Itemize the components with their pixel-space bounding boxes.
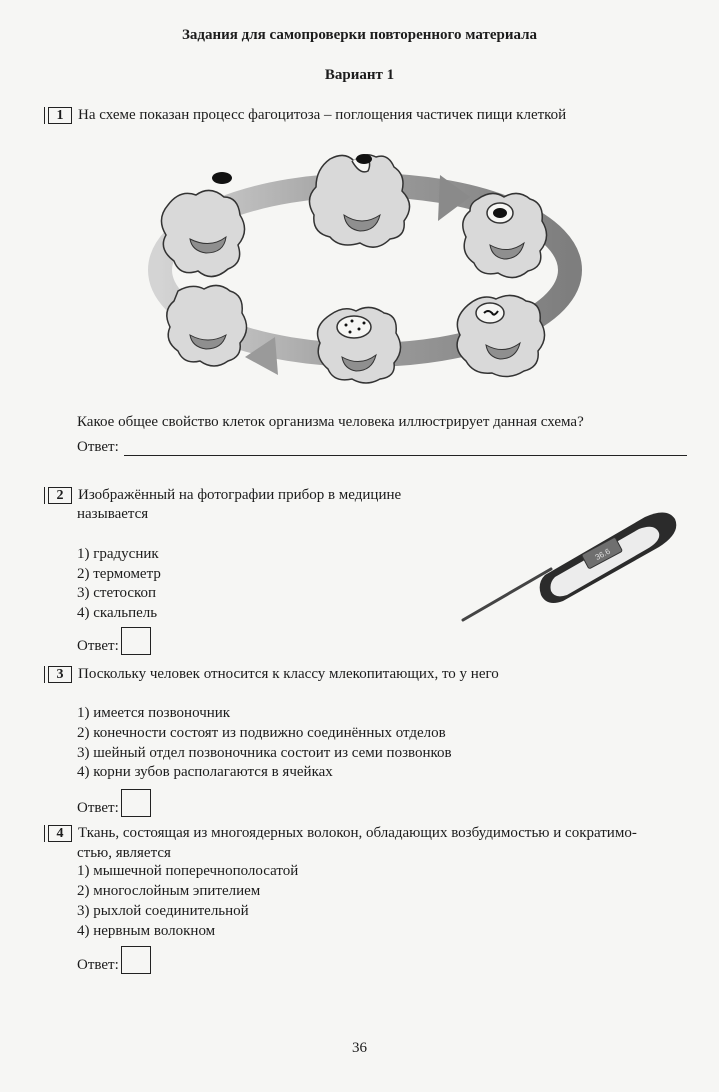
q4-option-4: 4) нервным волокном <box>77 923 216 939</box>
answer-row-4 <box>77 946 151 974</box>
question-number-2: 2 <box>48 487 72 504</box>
answer-label-1: Ответ: <box>77 439 119 455</box>
question-1-prompt: Какое общее свойство клеток организма человека иллюстрирует данная схема? <box>77 414 584 430</box>
cell-1 <box>161 172 244 277</box>
answer-row-2 <box>77 627 151 655</box>
cell-4 <box>457 295 544 376</box>
q4-option-1: 1) мышечной поперечнополосатой <box>77 863 299 879</box>
cell-2 <box>309 154 409 247</box>
answer-box-3[interactable] <box>121 789 151 817</box>
q2-option-2: 2) термометр <box>77 566 161 582</box>
answer-line-1[interactable] <box>124 441 687 456</box>
answer-label-2: Ответ: <box>77 638 119 654</box>
thermometer-display: 36.6 <box>593 546 612 562</box>
question-2 <box>48 486 401 505</box>
page-number: 36 <box>352 1040 367 1056</box>
question-2-text-line1: Изображённый на фотографии прибор в медицине <box>78 487 402 503</box>
thermometer-photo <box>455 505 690 630</box>
question-1-text: На схеме показан процесс фагоцитоза – поглощения частичек пищи клеткой <box>78 107 567 123</box>
question-2-text-line2: называется <box>77 506 149 522</box>
page-title: Задания для самопроверки повторенного материала <box>181 27 538 43</box>
cell-3 <box>463 193 547 277</box>
question-number-1: 1 <box>48 107 72 124</box>
q3-option-2: 2) конечности состоят из подвижно соединённых отделов <box>77 725 446 741</box>
question-number-4: 4 <box>48 825 72 842</box>
question-4-text-line1: Ткань, состоящая из многоядерных волокон, обладающих возбудимостью и сократимо- <box>78 825 637 841</box>
answer-label-4: Ответ: <box>77 957 119 973</box>
q2-option-1: 1) градусник <box>77 546 159 562</box>
cell-5 <box>318 307 401 383</box>
q4-option-3: 3) рыхлой соединительной <box>77 903 249 919</box>
question-1 <box>48 106 566 125</box>
answer-row-1 <box>77 439 687 456</box>
variant-title: Вариант 1 <box>324 67 395 83</box>
q3-option-4: 4) корни зубов располагаются в ячейках <box>77 764 333 780</box>
phagocytosis-diagram <box>140 145 590 385</box>
answer-box-2[interactable] <box>121 627 151 655</box>
answer-row-3 <box>77 789 151 817</box>
question-3 <box>48 665 499 684</box>
q3-option-1: 1) имеется позвоночник <box>77 705 231 721</box>
q2-option-3: 3) стетоскоп <box>77 585 157 601</box>
q2-option-4: 4) скальпель <box>77 605 158 621</box>
q4-option-2: 2) многослойным эпителием <box>77 883 261 899</box>
question-number-3: 3 <box>48 666 72 683</box>
question-4-text-line2: стью, является <box>77 845 171 861</box>
answer-label-3: Ответ: <box>77 800 119 816</box>
q3-option-3: 3) шейный отдел позвоночника состоит из семи позвонков <box>77 745 452 761</box>
question-3-text: Поскольку человек относится к классу млекопитающих, то у него <box>78 666 499 682</box>
question-4 <box>48 824 637 843</box>
answer-box-4[interactable] <box>121 946 151 974</box>
cell-6 <box>167 285 247 366</box>
